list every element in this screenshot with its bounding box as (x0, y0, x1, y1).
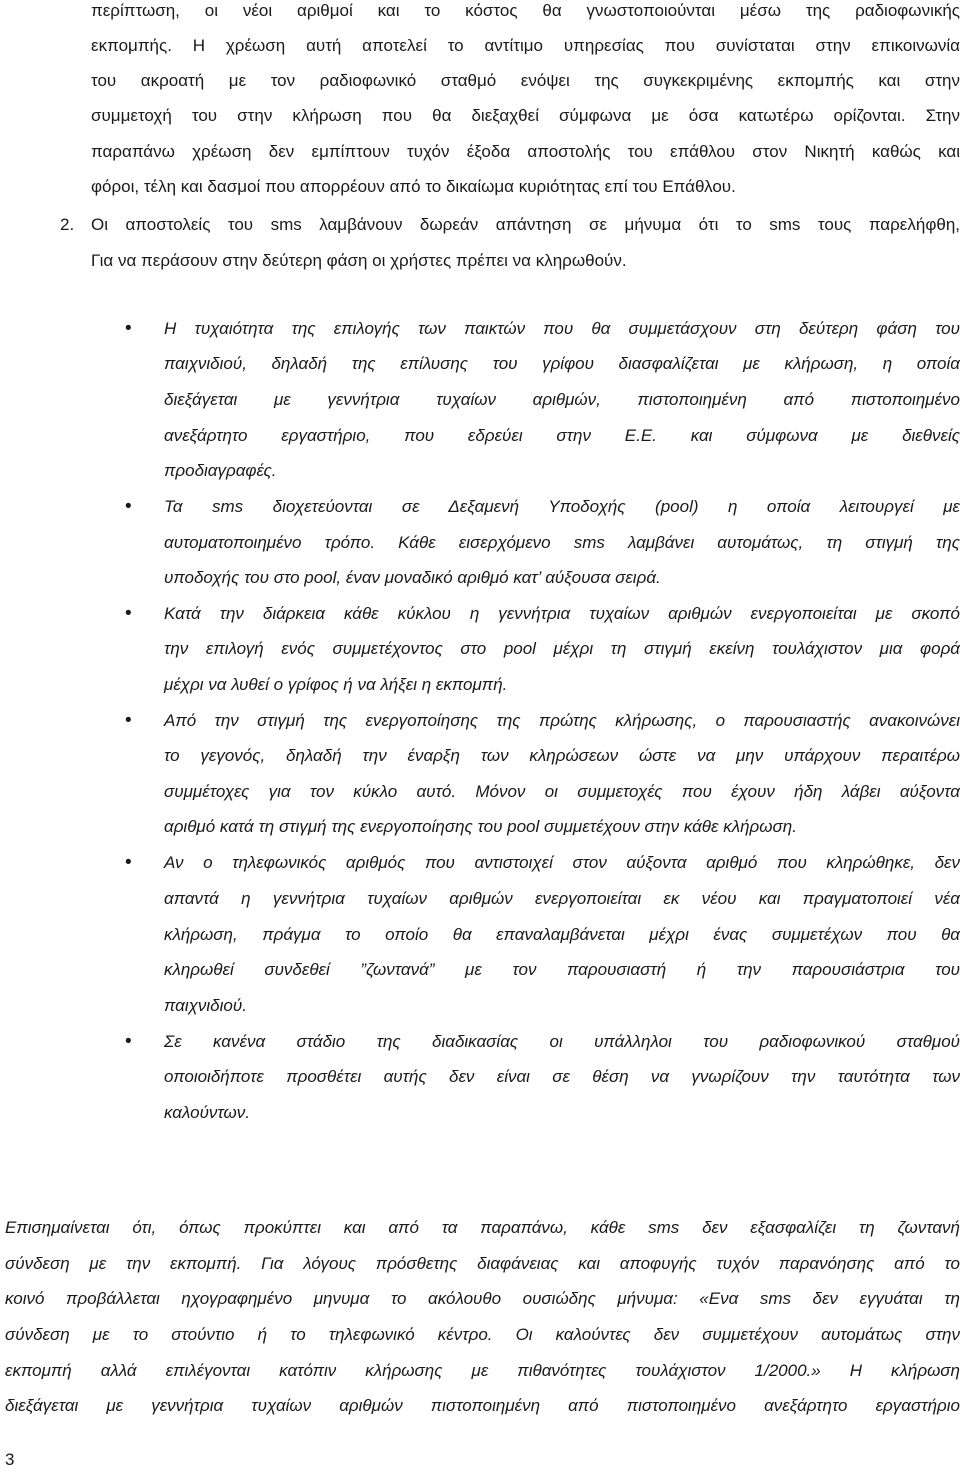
bullet-icon: • (125, 1031, 132, 1052)
bullet-line: κληρωθεί συνδεθεί ”ζωντανά” με τον παρουσιαστή ή την παρουσιάστρια του (164, 960, 960, 979)
intro-line: του ακροατή με τον ραδιοφωνικό σταθμό ενόψει της συγκεκριμένης εκπομπής και στην (91, 71, 960, 90)
bullet-line: την επιλογή ενός συμμετέχοντος στο pool μέχρι τη στιγμή εκείνη τουλάχιστον μια φορά (164, 639, 960, 658)
bullet-line: αριθμό κατά τη στιγμή της ενεργοποίησης του pool συμμετέχουν στην κάθε κλήρωση. (164, 817, 797, 836)
bullet-line: Κατά την διάρκεια κάθε κύκλου η γεννήτρια τυχαίων αριθμών ενεργοποιείται με σκοπό (164, 604, 960, 623)
numbered-item-line: Οι αποστολείς του sms λαμβάνουν δωρεάν απάντηση σε μήνυμα ότι το sms τους παρελήφθη, (91, 215, 960, 234)
bullet-line: οποιοιδήποτε προσθέτει αυτής δεν είναι σε θέση να γνωρίζουν την ταυτότητα των (164, 1067, 960, 1086)
bullet-icon: • (125, 852, 132, 873)
intro-line: συμμετοχή του στην κλήρωση που θα διεξαχθεί σύμφωνα με όσα κατωτέρω ορίζονται. Στην (91, 106, 960, 125)
closing-line: εκπομπή αλλά επιλέγονται κατόπιν κλήρωσης με πιθανότητες τουλάχιστον 1/2000.» Η κλήρωση (5, 1361, 960, 1380)
closing-line: σύνδεση με το στούντιο ή το τηλεφωνικό κέντρο. Οι καλούντες δεν συμμετέχουν αυτομάτως στην (5, 1325, 960, 1344)
bullet-line: Σε κανένα στάδιο της διαδικασίας οι υπάλληλοι του ραδιοφωνικού σταθμού (164, 1032, 960, 1051)
bullet-line: συμμέτοχες για τον κύκλο αυτό. Μόνον οι συμμετοχές που έχουν ήδη λάβει αύξοντα (164, 782, 960, 801)
bullet-line: μέχρι να λυθεί ο γρίφος ή να λήξει η εκπομπή. (164, 675, 508, 694)
intro-line: περίπτωση, οι νέοι αριθμοί και το κόστος θα γνωστοποιούνται μέσω της ραδιοφωνικής (91, 1, 960, 20)
bullet-line: αυτοματοποιημένο τρόπο. Κάθε εισερχόμενο sms λαμβάνει αυτομάτως, τη στιγμή της (164, 533, 960, 552)
bullet-icon: • (125, 603, 132, 624)
bullet-line: Τα sms διοχετεύονται σε Δεξαμενή Υποδοχής (pool) η οποία λειτουργεί με (164, 497, 960, 516)
bullet-line: παιχνιδιού, δηλαδή της επίλυσης του γρίφου διασφαλίζεται με κλήρωση, η οποία (164, 354, 960, 373)
closing-line: σύνδεση με την εκπομπή. Για λόγους πρόσθετης διαφάνειας και αποφυγής τυχόν παρανόησης από το (5, 1254, 960, 1273)
bullet-line: απαντά η γεννήτρια τυχαίων αριθμών ενεργοποιείται εκ νέου και πραγματοποιεί νέα (164, 889, 960, 908)
numbered-item-line: Για να περάσουν στην δεύτερη φάση οι χρήστες πρέπει να κληρωθούν. (91, 251, 627, 270)
bullet-line: παιχνιδιού. (164, 996, 247, 1015)
bullet-line: το γεγονός, δηλαδή την έναρξη των κληρώσεων ώστε να μην υπάρχουν περαιτέρω (164, 746, 960, 765)
bullet-line: καλούντων. (164, 1103, 250, 1122)
bullet-line: διεξάγεται με γεννήτρια τυχαίων αριθμών, πιστοποιημένη από πιστοποιημένο (164, 390, 960, 409)
bullet-line: Από την στιγμή της ενεργοποίησης της πρώτης κλήρωσης, ο παρουσιαστής ανακοινώνει (164, 711, 960, 730)
bullet-line: κλήρωση, πράγμα το οποίο θα επαναλαμβάνεται μέχρι ένας συμμετέχων που θα (164, 925, 960, 944)
closing-line: κοινό προβάλλεται ηχογραφημένο μηνυμα το ακόλουθο ουσιώδης μήνυμα: «Ενα sms δεν εγγυάται τη (5, 1289, 960, 1308)
bullet-line: υποδοχής του στο pool, έναν μοναδικό αριθμό κατ’ αύξουσα σειρά. (164, 568, 661, 587)
bullet-icon: • (125, 318, 132, 339)
page-number: 3 (5, 1450, 15, 1469)
intro-line: φόροι, τέλη και δασμοί που απορρέουν από το δικαίωμα κυριότητας επί του Επάθλου. (91, 177, 736, 196)
closing-line: Επισημαίνεται ότι, όπως προκύπτει και από τα παραπάνω, κάθε sms δεν εξασφαλίζει τη ζωντανή (5, 1218, 960, 1237)
bullet-line: Η τυχαιότητα της επιλογής των παικτών που θα συμμετάσχουν στη δεύτερη φάση του (164, 319, 960, 338)
bullet-line: Αν ο τηλεφωνικός αριθμός που αντιστοιχεί στον αύξοντα αριθμό που κληρώθηκε, δεν (164, 853, 960, 872)
intro-line: παραπάνω χρέωση δεν εμπίπτουν τυχόν έξοδα αποστολής του επάθλου στον Νικητή καθώς και (91, 142, 960, 161)
intro-line: εκπομπής. Η χρέωση αυτή αποτελεί το αντίτιμο υπηρεσίας που συνίσταται στην επικοινωνία (91, 36, 960, 55)
bullet-line: ανεξάρτητο εργαστήριο, που εδρεύει στην Ε.Ε. και σύμφωνα με διεθνείς (164, 426, 960, 445)
bullet-line: προδιαγραφές. (164, 461, 277, 480)
closing-line: διεξάγεται με γεννήτρια τυχαίων αριθμών πιστοποιημένη από πιστοποιημένο ανεξάρτητο εργαστήριο (5, 1396, 960, 1415)
bullet-icon: • (125, 496, 132, 517)
list-number: 2. (60, 215, 75, 234)
bullet-icon: • (125, 710, 132, 731)
